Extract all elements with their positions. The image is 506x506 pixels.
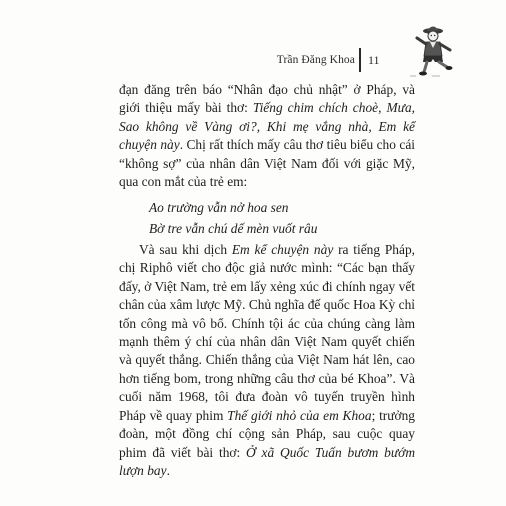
page-number: 11 [368,53,380,67]
text-run: đạn đăng trên báo “Nhân đạo chủ nhật” ở Pháp, và giới thiệu mấy bài thơ: [119,82,415,116]
body-text [119,81,415,481]
paragraph [119,81,415,192]
text-run: ra tiếng Pháp, chị Riphô viết cho độc giả nước mình: “Các bạn thấy đấy, ở Việt Nam, trẻ em lấy xẻng xúc đi chính ngay vết chân của xâm lược Mỹ. Chủ nghĩa đế quốc Hoa Kỳ chỉ tốn công mà vô bổ. Chính tội ác của chúng càng làm mạnh thêm ý chí của nhân dân Việt Nam quyết chiến và quyết thắng. Chiến thắng của Việt Nam hát lên, cao hơn tiếng bom, trong những câu thơ của bé Khoa”. Và cuối năm 1968, tôi đưa đoàn vô tuyến truyền hình Pháp về quay phim [119,241,415,423]
boy-in-hat-illustration [402,22,458,78]
text-run: . [166,463,170,479]
header-divider [359,48,361,72]
verse-line: Ao trường vẫn nở hoa sen [149,199,289,215]
poem-titles: Tiếng chim chích choè, Mưa, Sao không về Vàng ơi?, Khi mẹ vắng nhà, Em kể chuyện này [119,100,415,153]
text-run: Và sau khi dịch [139,241,232,257]
poem-title: Ở xã Quốc Tuấn bươm bướm lượn bay [119,444,415,479]
paragraph [119,241,415,481]
text-run: ; trưởng đoàn, một đồng chí cộng sản Pháp, sau cuộc quay phim đã viết bài thơ: [119,407,415,460]
verse-quote [119,197,415,239]
poem-title: Em kể chuyện này [231,241,334,257]
verse-line: Bờ tre vẫn chú dế mèn vuốt râu [149,220,318,236]
author-name: Trần Đăng Khoa [276,54,355,66]
film-title: Thế giới nhỏ của em Khoa [227,407,372,423]
text-run: . Chị rất thích mấy câu thơ tiêu biểu cho cái “không sợ” của nhân dân Việt Nam đối với giặc Mỹ, qua con mắt của trẻ em: [119,137,415,190]
